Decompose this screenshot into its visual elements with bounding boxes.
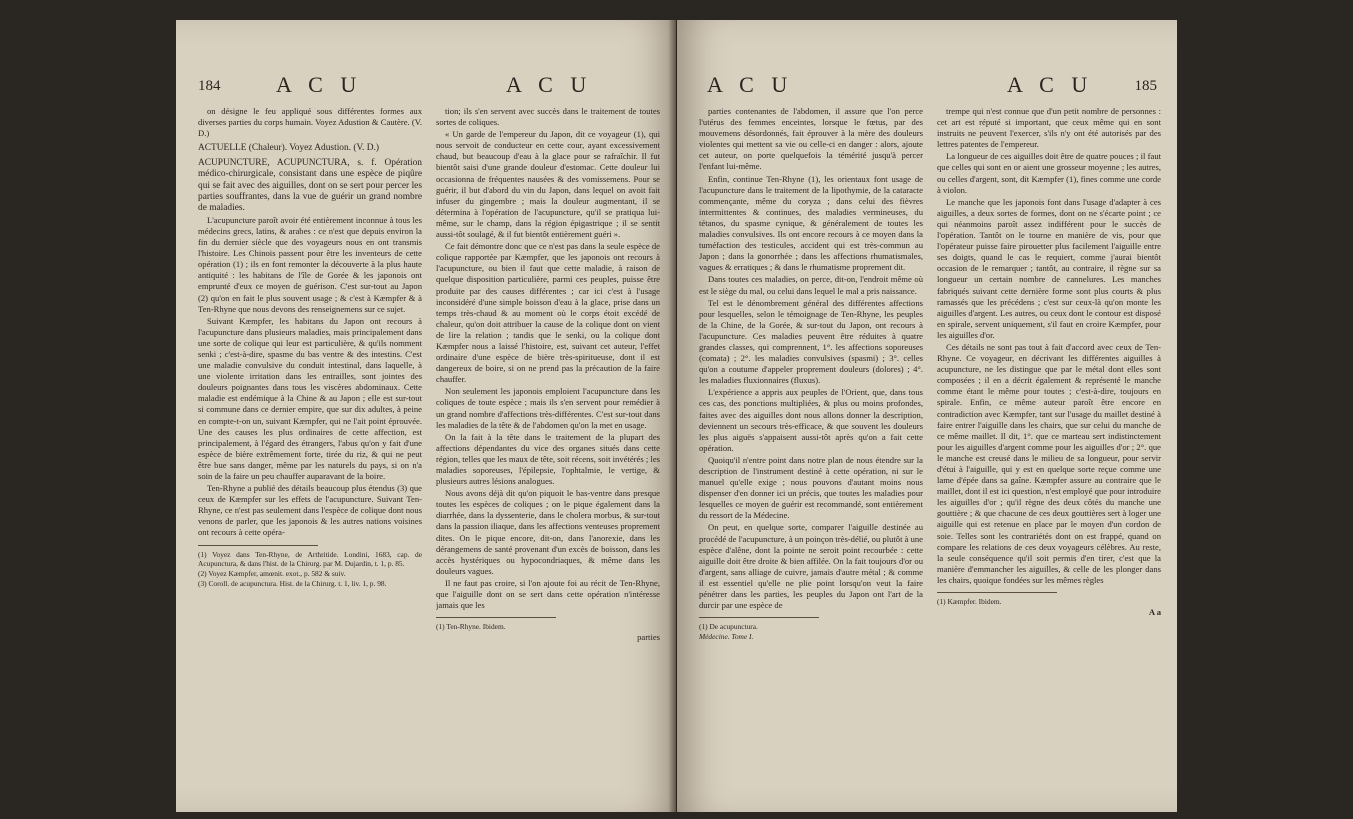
- paragraph: La longueur de ces aiguilles doit être de quatre pouces ; il faut que celles qui sont en or aient une grosseur moyenne ; les autres, ou celles d'argent, sont, dit Kæmpfer (1), fines comme une corde à violon.: [937, 151, 1161, 195]
- paragraph: L'acupuncture paroît avoir été entièrement inconnue à tous les médecins grecs, latins, & arabes : ce n'est que depuis environ la fin du dernier siècle que des voyageurs nous en ont transmis l'histoire. Les Chinois passent pour être les inventeurs de cette opération (1) ; ils en font remonter la découverte à la plus haute antiquité : les habitans de l'île de Gorée & les japonois ont emprunté d'eux ce moyen de guérison. C'est sur-tout au Japon (2) qu'on en fait le plus souvent usage ; & c'est à Kæmpfer & à Ten-Rhyne que nous devons des renseignemens sur ce sujet.: [198, 214, 422, 314]
- running-head-left: A C U: [707, 72, 794, 97]
- footnote: (3) Coroll. de acupunctura. Hist. de la Chirurg. t. 1, liv. 1, p. 98.: [198, 579, 387, 589]
- paragraph: Quoiqu'il n'entre point dans notre plan de nous étendre sur la description de l'instrument destiné à cette opération, ni sur le manuel qu'elle exige ; nous pouvons d'autant moins nous dispenser d'en donner ici un précis, que toutes les maladies pour lesquelles ce moyen de guérir est recommandé, sont entièrement du ressort de la Médecine.: [699, 454, 923, 521]
- footnote-rule: [937, 592, 1057, 593]
- column-1: [699, 106, 923, 812]
- paragraph: tion; ils s'en servent avec succès dans le traitement de toutes sortes de coliques.: [436, 106, 660, 128]
- footnote: (1) De acupunctura.: [699, 622, 758, 632]
- text-columns: [198, 106, 660, 812]
- paragraph: On la fait à la tête dans le traitement de la plupart des affections dépendantes du vice des organes situés dans cette région, telles que les maux de tête, soit récens, soit invétérés ; les maladies soporeuses, l'épilepsie, l'ophtalmie, le vertige, & plusieurs autres lésions analogues.: [436, 431, 660, 487]
- footnote-rule: [198, 545, 318, 546]
- paragraph: « Un garde de l'empereur du Japon, dit ce voyageur (1), qui nous servoit de conducteur en cette cour, ayant excessivement chaud, but beaucoup d'eau à la glace pour se rafraîchir. Il fut bientôt saisi d'une grande douleur d'estomac. Cette douleur lui occasionna de fréquentes nausées & des vomissemens. Pour se guérir, il but d'abord du vin du Japon, dans lequel on avoit fait infuser du gingembre ; mais la douleur augmentant, il se détermina à l'opération de l'acupuncture, qu'il se pratiqua lui-même, sur le champ, dans la région épigastrique ; il se sentit aussi-tôt soulagé, & il fut bientôt entièrement guéri ».: [436, 129, 660, 240]
- catchword: parties: [637, 632, 660, 643]
- footnote: (2) Voyez Kæmpfer, amœnit. exot., p. 582 & suiv.: [198, 568, 346, 578]
- entry-heading: ACUPUNCTURE, ACUPUNCTURA, s. f. Opération médico-chirurgicale, consistant dans une espèce de piqûre qui se fait avec des aiguilles, dont on se sert pour percer les parties souffrantes, dans la vue de guérir un grand nombre de maladies.: [198, 158, 422, 213]
- running-head-left: A C U: [276, 72, 363, 97]
- paragraph: Ce fait démontre donc que ce n'est pas dans la seule espèce de colique rapportée par Kæmpfer, que les japonois ont recours à l'acupuncture, ou bien il faut que cette maladie, à raison de quelque disposition particulière, parmi ces peuples, puisse être produite par des causes différentes ; car ici c'est à l'usage inconsidéré d'une simple boisson d'eau à la glace, prise dans un temps très-chaud & au moment où le corps étoit excédé de chaleur, qu'on doit attribuer la cause de la colique dont on vient de lire la relation ; tandis que le senki, ou la colique dont Kæmpfer nous a laissé l'histoire, est, suivant cet auteur, l'effet ordinaire d'une espèce de bière très-spiritueuse, dont il est dangereux de boire, si on ne prend pas la précaution de la faire chauffer.: [436, 241, 660, 385]
- text-columns: [699, 106, 1161, 812]
- right-page: [677, 20, 1177, 812]
- paragraph: Enfin, continue Ten-Rhyne (1), les orientaux font usage de l'acupuncture dans le traitement de la lipothymie, de la cataracte commençante, même du coryza ; dans celui des fièvres intermittentes & continues, des maladies vermineuses, du tétanos, du spasme cynique, & généralement de toutes les maladies convulsives. Ils ont encore recours à ce moyen dans la tuméfaction des testicules, accident qui est très-commun au Japon ; dans la gonorrhée ; dans les affections rhumatismales, vagues & erratiques ; & dans le rhumatisme proprement dit.: [699, 173, 923, 273]
- paragraph: Non seulement les japonois emploient l'acupuncture dans les coliques de toute espèce ; mais ils s'en servent pour remédier à un grand nombre d'affections très-différentes. C'est sur-tout dans les maladies de la tête & de l'abdomen qu'on la met en usage.: [436, 386, 660, 430]
- column-1: [198, 106, 422, 812]
- paragraph: Le manche que les japonois font dans l'usage d'adapter à ces aiguilles, a deux sortes de formes, dont on ne s'écarte point ; ce qui néanmoins paroît assez indifférent pour le succès de l'opération. Tantôt on le tourne en manière de vis, pour que l'opérateur puisse faire pirouetter plus facilement l'aiguille entre ses doigts, quand le cas le requiert, comme j'aurai bientôt occasion de le remarquer ; tantôt, au contraire, il règne sur sa longueur un certain nombre de cannelures. Les manches fabriqués suivant cette dernière forme sont plus courts & plus ramassés que les précédens ; c'est sur ceux-là qu'on monte les aiguilles d'argent. Les autres, ou ceux dont le contour est disposé en spirale, servent uniquement, s'il faut en croire Kæmpfer, pour les aiguilles d'or.: [937, 196, 1161, 340]
- paragraph: Dans toutes ces maladies, on perce, dit-on, l'endroit même où est le siège du mal, ou celui dans lequel le mal a pris naissance.: [699, 274, 923, 296]
- paragraph: trempe qui n'est connue que d'un petit nombre de personnes : cet art est réputé si important, que ceux même qui en sont instruits ne peuvent l'exercer, s'ils n'y ont été autorisés par des lettres patentes de l'empereur.: [937, 106, 1161, 150]
- signature-mark: A a: [1148, 607, 1161, 618]
- column-2: [937, 106, 1161, 812]
- volume-signature: Médecine. Tome I.: [699, 632, 754, 642]
- paragraph: On peut, en quelque sorte, comparer l'aiguille destinée au procédé de l'acupuncture, à un poinçon très-délié, ou plutôt à une espèce d'alêne, dont la pointe ne seroit point recourbée : cette aiguille doit être droite & bien affilée. On la fait toujours d'or ou d'argent, sans alliage de cuivre, jamais d'autre métal ; & comme il est essentiel qu'elle ne plie point lorsqu'on veut la faire pénétrer dans les parties, les peuples du Japon ont l'art de la durcir par une espèce de: [699, 522, 923, 611]
- page-number: 185: [1134, 78, 1157, 94]
- footnote: (1) Ten-Rhyne. Ibidem.: [436, 622, 506, 632]
- paragraph: Ces détails ne sont pas tout à fait d'accord avec ceux de Ten-Rhyne. Ce voyageur, en décrivant les différentes aiguilles à acupuncture, ne les distingue que par le métal dont elles sont composées ; il en a décrit également & représenté le manche comme étant le même pour toutes ; c'est-à-dire, toujours en spirale. Enfin, ce même auteur paroît être encore en contradiction avec Kæmpfer, tant sur l'usage du maillet destiné à faire entrer l'aiguille dans les chairs, que sur celui du manche de ce même maillet. Il dit, 1°. que ce marteau sert indistinctement pour les aiguilles d'argent comme pour les aiguilles d'or ; 2°. que le manche est creusé dans le milieu de sa longueur, pour servir d'étui à l'aiguille, qui y est en quelque sorte reçue comme une lame d'épée dans sa gaîne. Kæmpfer assure au contraire que le maillet, dont il est ici question, n'est employé que pour introduire les aiguilles d'or ; qu'il règne des deux côtés du manche une gouttière ; & que chacune de ces deux gouttières sert à loger une aiguille qui est retenue en place par le moyen d'un cordon de soie. Telles sont les contrariétés dont on est frappé, quand on compare les relations de ces deux voyageurs célèbres. Au reste, la seule conséquence qu'il soit permis d'en tirer, c'est que la manière d'emmancher les aiguilles, & celle de les plonger dans les chairs, quoique fondées sur les mêmes règles: [937, 341, 1161, 585]
- paragraph: Nous avons déjà dit qu'on piquoit le bas-ventre dans presque toutes les espèces de coliques ; on le pique également dans la diarrhée, dans la dyssenterie, dans le cholera morbus, & sur-tout dans la passion iliaque, dans les affections venteuses proprement dites. On le pique encore, dit-on, dans l'anorexie, dans les dérangemens de santé provenant d'un excès de boisson, dans les accès hystériques ou hypocondriaques, & même dans les douleurs vagues.: [436, 488, 660, 576]
- page-number: 184: [198, 78, 221, 94]
- paragraph: Ten-Rhyne a publié des détails beaucoup plus étendus (3) que ceux de Kæmpfer sur les effets de l'acupuncture. Suivant Ten-Rhyne, ce n'est pas seulement dans l'espèce de colique dont nous venons de parler, que les japonois & les autres nations voisines ont recours à cette opéra-: [198, 483, 422, 538]
- footnote: (1) Kæmpfer. Ibidem.: [937, 597, 1002, 607]
- paragraph: parties contenantes de l'abdomen, il assure que l'on perce l'utérus des femmes enceintes, lorsque le fœtus, par des mouvemens désordonnés, fait éprouver à la mère des douleurs violentes qui mettent sa vie ou celle-ci en danger : alors, ajoute cet auteur, on porte quelquefois la témérité jusqu'à percer l'enfant lui-même.: [699, 106, 923, 172]
- paragraph: Il ne faut pas croire, si l'on ajoute foi au récit de Ten-Rhyne, que l'aiguille dont on se sert dans cette opération n'intéresse jamais que les: [436, 577, 660, 611]
- running-head-right: A C U: [506, 72, 593, 97]
- paragraph: on désigne le feu appliqué sous différentes formes aux diverses parties du corps humain. Voyez Adustion & Cautère. (V. D.): [198, 106, 422, 139]
- paragraph: Suivant Kæmpfer, les habitans du Japon ont recours à l'acupuncture dans plusieurs maladies, mais principalement dans une sorte de colique qui leur est particulière, & qu'ils nomment senki ; c'est-à-dire, spasme du bas ventre & des intestins. C'est une maladie convulsive du conduit intestinal, dans laquelle, à une violente irritation dans les entrailles, sont jointes des douleurs poignantes dans tous les viscères abdominaux. Cette maladie est endémique à la Chine & au Japon ; elle est sur-tout si commune dans ce dernier empire, que sur dix adultes, à peine en compte-t-on un, suivant Kæmpfer, qui ne l'ait point éprouvée. Une des causes les plus ordinaires de cette affection, est principalement, à l'égard des étrangers, l'abus qu'on y fait d'une espèce de bière extrêmement forte, tirée du riz, & qui ne peut être bue sans danger, même par les naturels du pays, si on n'a soin de la faire un peu chauffer auparavant de la boire.: [198, 315, 422, 481]
- running-head-right: A C U: [1007, 72, 1094, 97]
- column-2: [436, 106, 660, 812]
- footnote-rule: [436, 617, 556, 618]
- paragraph: Tel est le dénombrement général des différentes affections pour lesquelles, selon le témoignage de Ten-Rhyne, les peuples de la Chine, de la Gorée, & sur-tout du Japon, ont recours à l'acupuncture. Ces maladies peuvent être réduites à quatre grandes classes, qui comprennent, 1°. les affections soporeuses (comata) ; 2°. les maladies convulsives (spasmi) ; 3°. celles qu'on a coutume d'appeler proprement douleurs (dolores) ; 4°. les maladies fluxionnaires (fluxus).: [699, 297, 923, 386]
- footnote-rule: [699, 617, 819, 618]
- left-page: [176, 20, 676, 812]
- paragraph: L'expérience a appris aux peuples de l'Orient, que, dans tous ces cas, des ponctions multipliées, & plus ou moins profondes, faites avec des aiguilles dont nous allons donner la description, deviennent un secours très-efficace, & que souvent les douleurs les plus aiguës s'appaisent aussi-tôt après qu'on a fait cette opération.: [699, 387, 923, 453]
- entry-heading: ACTUELLE (Chaleur). Voyez Adustion. (V. D.): [198, 143, 379, 154]
- footnote: (1) Voyez dans Ten-Rhyne, de Arthritide. Londini, 1683, cap. de Acupunctura, & dans l'hist. de la Chirurg. par M. Dujardin, t. 1, p. 85.: [198, 549, 422, 568]
